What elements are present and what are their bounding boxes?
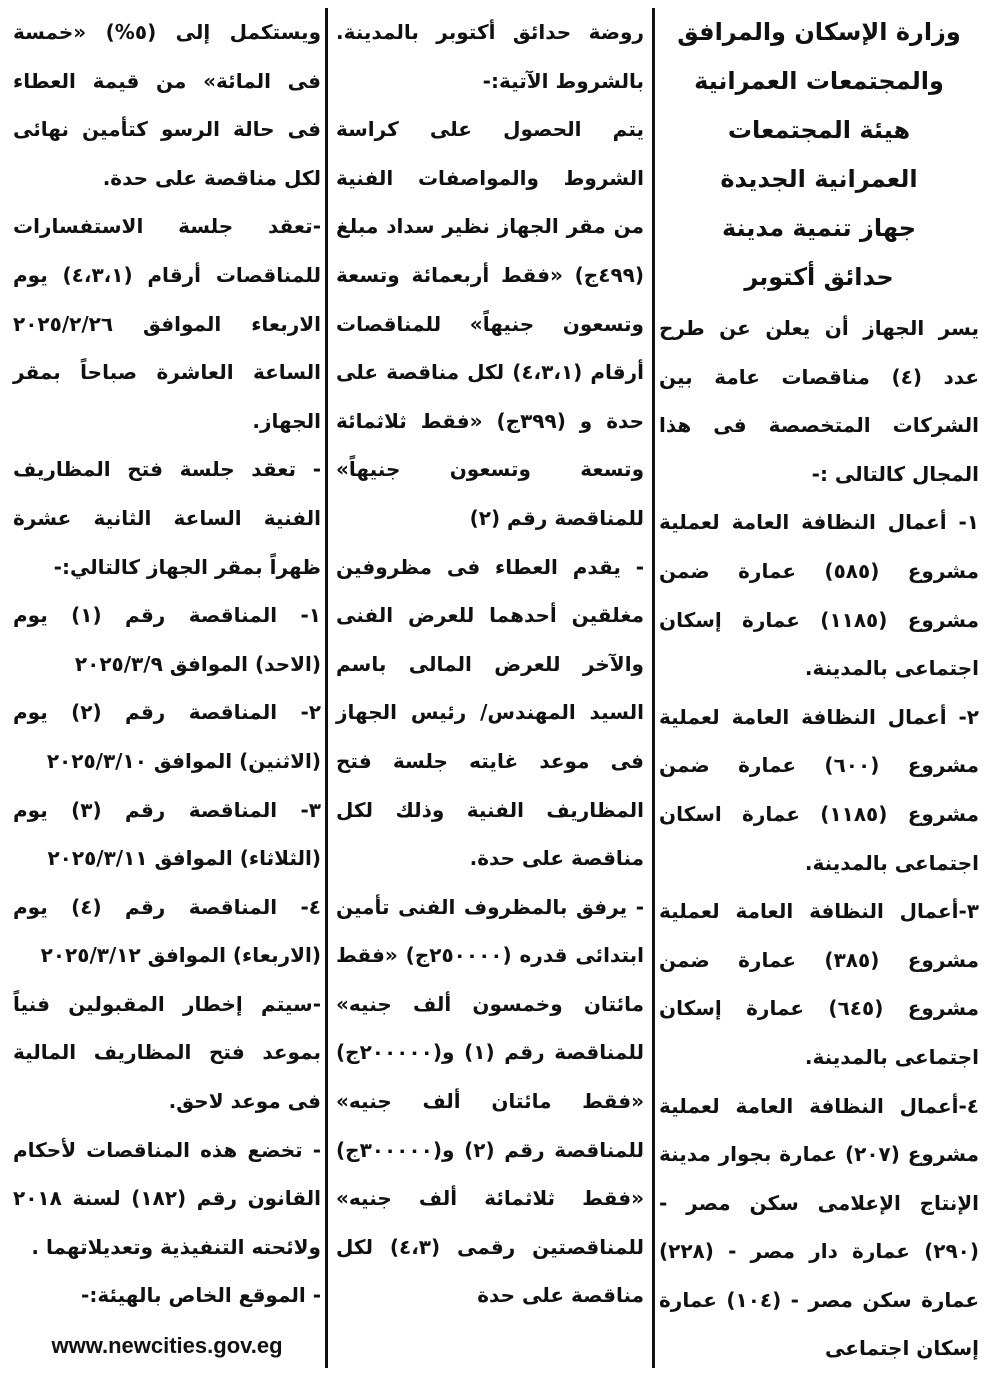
heading-line-3: هيئة المجتمعات: [727, 116, 911, 144]
heading-line-6: حدائق أكتوبر: [744, 263, 894, 291]
session-2: ٢- المناقصة رقم (٢) يوم (الاثنين) الموافق ٢٠٢٥/٣/١٠: [13, 700, 321, 773]
website-link[interactable]: www.newcities.gov.eg: [51, 1333, 283, 1359]
intro-paragraph: يسر الجهاز أن يعلن عن طرح عدد (٤) مناقصات عامة بين الشركات المتخصصة فى هذا المجال كالتالى :-: [659, 316, 979, 486]
law-paragraph: - تخضع هذه المناقصات لأحكام القانون رقم (١٨٢) لسنة ٢٠١٨ ولائحته التنفيذية وتعديلاتهما .: [13, 1137, 321, 1259]
technical-opening-paragraph: - تعقد جلسة فتح المظاريف الفنية الساعة الثانية عشرة ظهراً بمقر الجهاز كالتالي:-: [13, 457, 321, 579]
tender-item-2: ٢- أعمال النظافة العامة لعملية مشروع (٦٠٠) عمارة ضمن مشروع (١١٨٥) عمارة اسكان اجتماعى بالمدينة.: [659, 704, 980, 875]
session-1: ١- المناقصة رقم (١) يوم (الاحد) الموافق ٢٠٢٥/٣/٩: [13, 603, 321, 676]
tender-item-1: ١- أعمال النظافة العامة لعملية مشروع (٥٨٥) عمارة ضمن مشروع (١١٨٥) عمارة إسكان اجتماعى بالمدينة.: [659, 510, 980, 681]
final-guarantee-paragraph: ويستكمل إلى (٥%) «خمسة فى المائة» من قيمة العطاء فى حالة الرسو كتأمين نهائى لكل مناقصة على حدة.: [13, 20, 322, 190]
heading-line-4: العمرانية الجديدة: [720, 165, 918, 193]
tender-item-4: ٤-أعمال النظافة العامة لعملية مشروع (٢٠٧) عمارة بجوار مدينة الإنتاج الإعلامى سكن مصر - (٢٩٠) عمارة دار مصر - (٢٢٨) عمارة سكن مصر - (١٠٤) عمارة إسكان اجتماعى: [659, 1093, 979, 1361]
heading-ministry: [659, 8, 979, 302]
column-left: [7, 8, 325, 1368]
column-right: [655, 8, 985, 1368]
session-4: ٤- المناقصة رقم (٤) يوم (الاربعاء) الموافق ٢٠٢٥/٣/١٢: [13, 894, 321, 968]
bid-submission-paragraph: - يقدم العطاء فى مظروفين مغلقين أحدهما للعرض الفنى والآخر للعرض المالى باسم السيد المهندس/ رئيس الجهاز فى موعد غايته جلسة فتح المظاريف الفنية وذلك لكل مناقصة على حدة.: [336, 554, 644, 871]
heading-line-1: وزارة الإسكان والمرافق: [677, 18, 961, 46]
columns-container: [6, 8, 985, 1375]
heading-line-2: والمجتمعات العمرانية: [694, 67, 944, 95]
financial-notice-paragraph: -سيتم إخطار المقبولين فنياً بموعد فتح المظاريف المالية فى موعد لاحق.: [13, 991, 321, 1114]
booklet-fee-paragraph: يتم الحصول على كراسة الشروط والمواصفات الفنية من مقر الجهاز نظير سداد مبلغ (٤٩٩ج) «فقط أربعمائة وتسعة وتسعون جنيهاً» للمناقصات أرقام (٤،٣،١) لكل مناقصة على حدة و (٣٩٩ج) «فقط ثلاثمائة وتسعة وتسعون جنيهاً» للمناقصة رقم (٢): [336, 117, 644, 530]
initial-guarantee-paragraph: - يرفق بالمظروف الفنى تأمين ابتدائى قدره (٢٥٠٠٠٠ج) «فقط مائتان وخمسون ألف جنيه» للمناقصة رقم (١) و(٢٠٠٠٠٠ج) «فقط مائتان ألف جنيه» للمناقصة رقم (٢) و(٣٠٠٠٠٠ج) «فقط ثلاثمائة ألف جنيه» للمناقصتين رقمى (٤،٣) لكل مناقصة على حدة: [336, 894, 645, 1308]
heading-line-5: جهاز تنمية مدينة: [721, 214, 916, 242]
website-label: - الموقع الخاص بالهيئة:-: [81, 1283, 321, 1308]
column-middle: [325, 8, 655, 1368]
tender-item-3: ٣-أعمال النظافة العامة لعملية مشروع (٣٨٥) عمارة ضمن مشروع (٦٤٥) عمارة إسكان اجتماعى بالمدينة.: [659, 899, 980, 1069]
conditions-intro: روضة حدائق أكتوبر بالمدينة. بالشروط الآتية:-: [336, 20, 644, 93]
session-3: ٣- المناقصة رقم (٣) يوم (الثلاثاء) الموافق ٢٠٢٥/٣/١١: [13, 797, 321, 871]
inquiries-session-paragraph: -تعقد جلسة الاستفسارات للمناقصات أرقام (٤،٣،١) يوم الاربعاء الموافق ٢٠٢٥/٢/٢٦ الساعة العاشرة صباحاً بمقر الجهاز.: [13, 214, 321, 433]
